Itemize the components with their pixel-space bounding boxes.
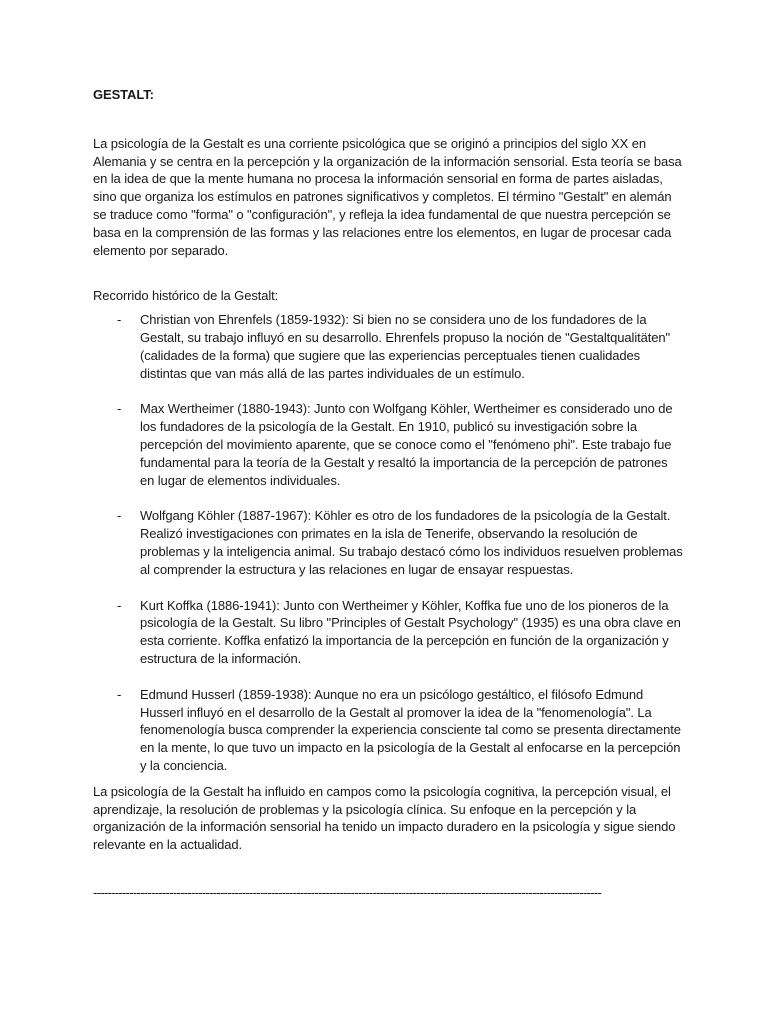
history-item-text: Kurt Koffka (1886-1941): Junto con Wertheimer y Köhler, Koffka fue uno de los pioneros de la psicología de la Gestalt. Su libro "Principles of Gestalt Psychology" (1935) es una obra clave en esta corriente. Koffka enfatizó la importancia de la percepción en función de la organización y estructura de la información. xyxy=(140,597,681,666)
document-body xyxy=(93,86,683,854)
dashed-divider: -------------------------------------------------------------------------------------------------------------------------------------------- xyxy=(93,885,602,900)
conclusion-paragraph: La psicología de la Gestalt ha influido en campos como la psicología cognitiva, la percepción visual, el aprendizaje, la resolución de problemas y la psicología clínica. Su enfoque en la percepción y la organización de la información sensorial ha tenido un impacto duradero en la psicología y sigue siendo relevante en la actualidad. xyxy=(93,783,676,853)
history-section-title: Recorrido histórico de la Gestalt: xyxy=(93,288,279,304)
history-item-wertheimer xyxy=(93,400,683,489)
history-item-text: Christian von Ehrenfels (1859-1932): Si bien no se considera uno de los fundadores de la Gestalt, su trabajo influyó en su desarrollo. Ehrenfels propuso la noción de "Gestaltqualitäten" (calidades de la forma) que sugiere que las experiencias perceptuales tienen cualidades distintas que van más allá de las partes individuales de un estímulo. xyxy=(140,312,671,381)
history-item-kohler xyxy=(93,507,683,578)
history-item-text: Wolfgang Köhler (1887-1967): Köhler es otro de los fundadores de la psicología de la Gestalt. Realizó investigaciones con primates en la isla de Tenerife, observando la resolución de problemas y la inteligencia animal. Su trabajo destacó cómo los individuos resuelven problemas al comprender la estructura y las relaciones en lugar de ensayar respuestas. xyxy=(140,508,683,577)
history-item-husserl xyxy=(93,686,683,775)
bullet-dash-icon: - xyxy=(117,508,122,524)
bullet-dash-icon: - xyxy=(117,312,122,328)
history-list xyxy=(93,311,683,775)
history-item-text: Edmund Husserl (1859-1938): Aunque no era un psicólogo gestáltico, el filósofo Edmund Husserl influyó en el desarrollo de la Gestalt al promover la idea de la "fenomenología". La fenomenología busca comprender la experiencia consciente tal como se presenta directamente en la mente, lo que tuvo un impacto en la psicología de la Gestalt al enfocarse en la percepción y la conciencia. xyxy=(140,686,681,773)
document-heading: GESTALT: xyxy=(93,87,154,102)
history-item-text: Max Wertheimer (1880-1943): Junto con Wolfgang Köhler, Wertheimer es considerado uno de los fundadores de la psicología de la Gestalt. En 1910, publicó su investigación sobre la percepción del movimiento aparente, que se conoce como el "fenómeno phi". Este trabajo fue fundamental para la teoría de la Gestalt y resaltó la importancia de la percepción de patrones en lugar de elementos individuales. xyxy=(140,401,673,488)
history-item-ehrenfels xyxy=(93,311,683,382)
intro-paragraph: La psicología de la Gestalt es una corriente psicológica que se originó a principios del siglo XX en Alemania y se centra en la percepción y la organización de la información sensorial. Esta teoría se basa en la idea de que la mente humana no procesa la información sensorial en forma de partes aisladas, sino que organiza los estímulos en patrones significativos y completos. El término "Gestalt" en alemán se traduce como "forma" o "configuración", y refleja la idea fundamental de que nuestra percepción se basa en la comprensión de las formas y las relaciones entre los elementos, en lugar de procesar cada elemento por separado. xyxy=(93,135,682,258)
bullet-dash-icon: - xyxy=(117,401,122,417)
bullet-dash-icon: - xyxy=(117,686,122,702)
history-item-koffka xyxy=(93,597,683,668)
bullet-dash-icon: - xyxy=(117,597,122,613)
